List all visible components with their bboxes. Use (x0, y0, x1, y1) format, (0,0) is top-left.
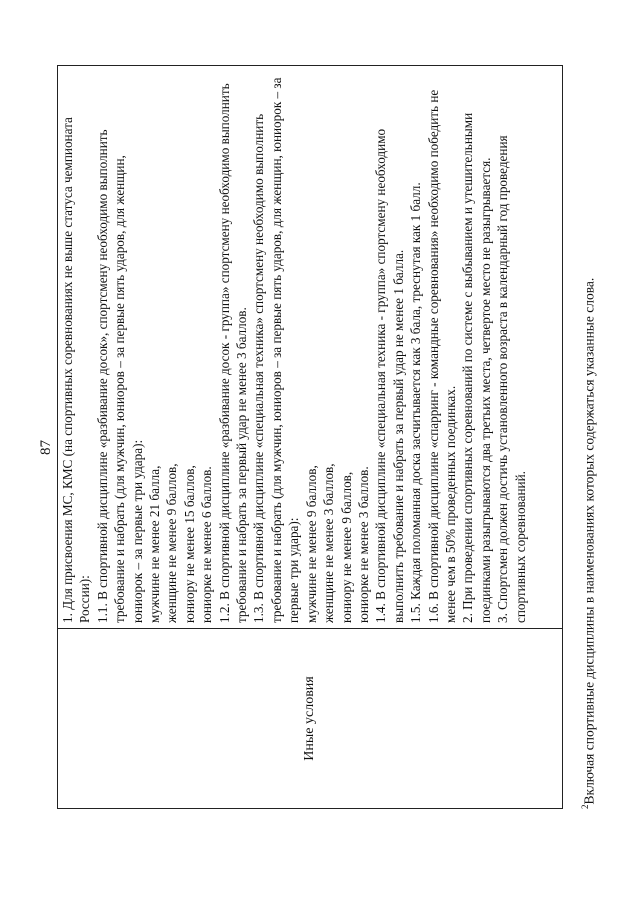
table-line: 2. При проведении спортивных соревнований по системе с выбыванием и утешительными (460, 112, 476, 623)
table-line: первые три удара): (286, 517, 302, 623)
table-line: юниорке не менее 3 баллов. (355, 466, 371, 623)
table-line: 1.2. В спортивной дисциплине «разбивание досок - группа» спортсмену необходимо выполнить (216, 83, 232, 623)
table-line: 1.1. В спортивной дисциплине «разбивание досок», спортсмену необходимо выполнить (94, 129, 110, 623)
table-line: 1.4. В спортивной дисциплине «специальная техника - группа» спортсмену необходимо (373, 128, 389, 623)
table-line: 3. Спортсмен должен достичь установленного возраста в календарный год проведения (495, 135, 511, 623)
table-right-cell (58, 66, 562, 628)
table-line: юниору не менее 9 баллов, (338, 471, 354, 623)
table-line: 1.5. Каждая поломанная доска засчитывается как 3 бала, треснутая как 1 балл. (408, 182, 424, 623)
table-line: России): (77, 575, 93, 623)
table-line: женщине не менее 9 баллов, (164, 463, 180, 623)
table-line: 1.6. В спортивной дисциплине «спарринг - командные соревнования» необходимо победить не (425, 89, 441, 623)
table-line: выполнить требование и набрать за первый удар не менее 1 балла. (390, 249, 406, 623)
table-line: 1.3. В спортивной дисциплине «специальная техника» спортсмену необходимо выполнить (251, 113, 267, 623)
table-line: требование и набрать (для мужчин, юниоров – за первые пять ударов, для женщин, (112, 155, 128, 623)
footnote (576, 278, 599, 809)
table-line: юниору не менее 15 баллов, (181, 465, 197, 623)
table-line: поединками разыгрываются два третьих места, четвертое место не разыгрывается. (477, 157, 493, 623)
table-line: требование и набрать (для мужчин, юниоров – за первые пять ударов, для женщин, юниорок – за (268, 77, 284, 623)
table-line: 1. Для присвоения МС, КМС (на спортивных соревнованиях не выше статуса чемпионата (60, 117, 75, 623)
footnote-text: Включая спортивные дисциплины в наименованиях которых содержаться указанные слова. (581, 277, 597, 805)
table-line: юниорке не менее 6 баллов. (199, 466, 215, 623)
table-left-cell (58, 628, 562, 808)
page-number: 87 (38, 440, 54, 455)
conditions-table (57, 65, 563, 809)
table-line: менее чем в 50% проведенных поединках. (442, 385, 458, 623)
table-line: спортивных соревнований. (512, 471, 528, 623)
left-cell-label: Иные условия (302, 676, 317, 761)
table-line: мужчине не менее 21 балла, (147, 465, 163, 623)
table-line: требование и набрать за первый удар не менее 3 баллов. (234, 307, 250, 623)
table-line: юниорок – за первые три удара): (129, 439, 145, 623)
table-line: мужчине не менее 9 баллов, (303, 465, 319, 623)
footnote-marker: 2 (580, 804, 590, 809)
table-line: женщине не менее 3 баллов, (321, 463, 337, 623)
